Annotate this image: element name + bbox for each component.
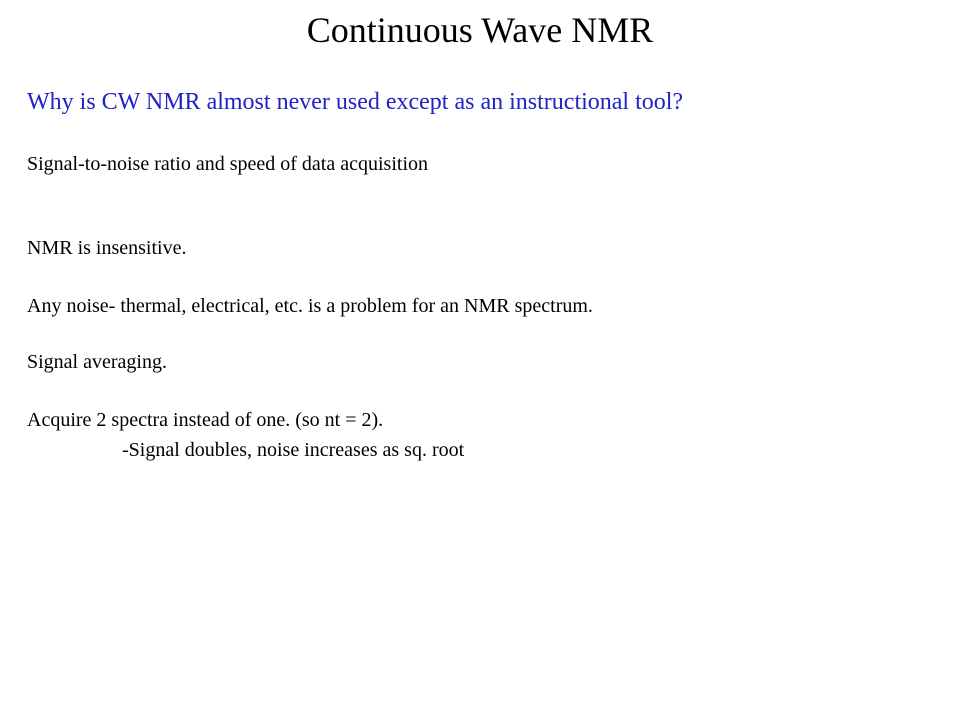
question-heading: Why is CW NMR almost never used except as an instructional tool? [27,89,684,115]
text-signal-to-noise: Signal-to-noise ratio and speed of data acquisition [27,153,429,175]
text-signal-averaging: Signal averaging. [27,351,167,373]
text-nmr-insensitive: NMR is insensitive. [27,237,187,259]
text-acquire-spectra: Acquire 2 spectra instead of one. (so nt = 2). [27,409,384,431]
slide-title: Continuous Wave NMR [306,10,654,50]
text-noise-problem: Any noise- thermal, electrical, etc. is a problem for an NMR spectrum. [27,295,593,317]
text-signal-doubles: -Signal doubles, noise increases as sq. root [122,439,465,461]
